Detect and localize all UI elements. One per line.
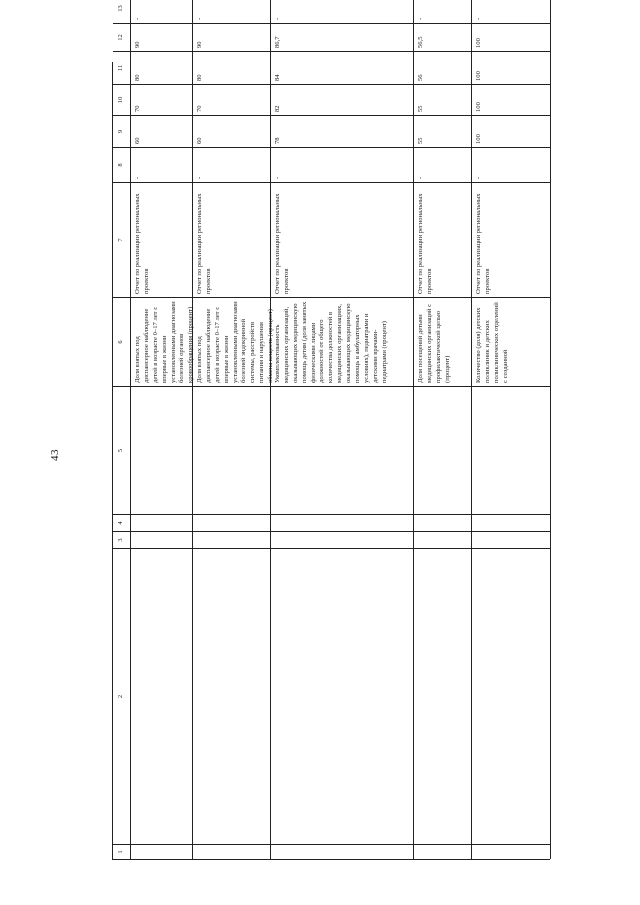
table-cell: - [193, 147, 271, 182]
table-cell [414, 548, 472, 844]
table-cell [271, 531, 414, 548]
table-cell [414, 844, 472, 859]
table-cell [472, 386, 551, 514]
table-wrapper [112, 5, 550, 860]
header-cell: 2 [113, 548, 131, 844]
table-cell [131, 514, 193, 531]
table-cell: - [271, 147, 414, 182]
table-cell [131, 548, 193, 844]
table-cell: 60 [131, 115, 193, 147]
table-cell: Отчет по реализации региональных проектов [131, 182, 193, 297]
table-cell: 60 [193, 115, 271, 147]
table-cell: Доля посещений детьми медицинских организаций с профилактической целью (процент) [414, 297, 472, 386]
table-cell: 78 [271, 115, 414, 147]
table-cell: 86,7 [271, 23, 414, 51]
table-cell: 100 [472, 23, 551, 51]
header-cell: 12 [113, 23, 131, 51]
table-cell: - [271, 0, 414, 23]
table-cell: - [131, 147, 193, 182]
table-cell: - [472, 147, 551, 182]
header-cell: 10 [113, 84, 131, 115]
table-cell: 100 [472, 51, 551, 84]
table-cell: Укомплектованность медицинских организаций, оказывающих медицинскую помощь детям (доля занятых физическими лицами должностей от общего количества должностей в медицинских организациях, оказывающих медицинскую помощь в амбулаторных условиях), педиатрами и детскими врачами-педиатрами (процент) [271, 297, 414, 386]
table-cell: 84 [271, 51, 414, 84]
table-cell: - [193, 0, 271, 23]
header-cell: 4 [113, 514, 131, 531]
indicators-table [112, 5, 550, 860]
table-cell: Отчет по реализации региональных проектов [472, 182, 551, 297]
table-cell: - [414, 0, 472, 23]
table-cell: 82 [271, 84, 414, 115]
table-cell: 90 [131, 23, 193, 51]
table-cell: Отчет по реализации региональных проектов [414, 182, 472, 297]
table-cell [193, 514, 271, 531]
table-cell: 56,5 [414, 23, 472, 51]
header-cell: 3 [113, 531, 131, 548]
table-cell: - [131, 0, 193, 23]
table-cell: Отчет по реализации региональных проектов [193, 182, 271, 297]
table-cell: 90 [193, 23, 271, 51]
table-cell [472, 531, 551, 548]
page-number: 43 [49, 449, 61, 461]
header-cell: 9 [113, 115, 131, 147]
table-cell [472, 514, 551, 531]
table-cell: 70 [131, 84, 193, 115]
table-cell [193, 531, 271, 548]
table-cell [193, 386, 271, 514]
table-cell [193, 844, 271, 859]
table-cell: 55 [414, 84, 472, 115]
table-cell: Доля взятых под диспансерное наблюдение детей в возрасте 0–17 лет с впервые в жизни установленными диагнозами болезней эндокринной системы, расстройств питания и нарушения обмена веществ (процент) [193, 297, 271, 386]
table-cell [271, 514, 414, 531]
table-cell [414, 514, 472, 531]
header-cell: 8 [113, 147, 131, 182]
table-cell [271, 844, 414, 859]
header-cell: 13 [113, 0, 131, 23]
table-cell [472, 548, 551, 844]
table-cell: - [472, 0, 551, 23]
table-cell [414, 386, 472, 514]
table-cell: Доля взятых под диспансерное наблюдение детей в возрасте 0–17 лет с впервые в жизни установленными диагнозами болезней органов кровообращения (процент) [131, 297, 193, 386]
table-cell [271, 548, 414, 844]
table-cell: 100 [472, 115, 551, 147]
table-cell [131, 531, 193, 548]
header-cell: 7 [113, 182, 131, 297]
table-cell [414, 531, 472, 548]
table-cell: 55 [414, 115, 472, 147]
table-cell: 70 [193, 84, 271, 115]
header-cell: 1 [113, 844, 131, 859]
table-cell [131, 844, 193, 859]
table-cell: Количество (доля) детских поликлиник и детских поликлинических отделений с созданной [472, 297, 551, 386]
table-cell: 56 [414, 51, 472, 84]
table-cell [131, 386, 193, 514]
table-cell: Отчет по реализации региональных проектов [271, 182, 414, 297]
table-cell [193, 548, 271, 844]
table-cell [472, 844, 551, 859]
header-cell: 11 [113, 51, 131, 84]
table-cell [271, 386, 414, 514]
header-cell: 6 [113, 297, 131, 386]
table-cell: 80 [131, 51, 193, 84]
header-cell: 5 [113, 386, 131, 514]
table-cell: 80 [193, 51, 271, 84]
table-cell: - [414, 147, 472, 182]
table-cell: 100 [472, 84, 551, 115]
